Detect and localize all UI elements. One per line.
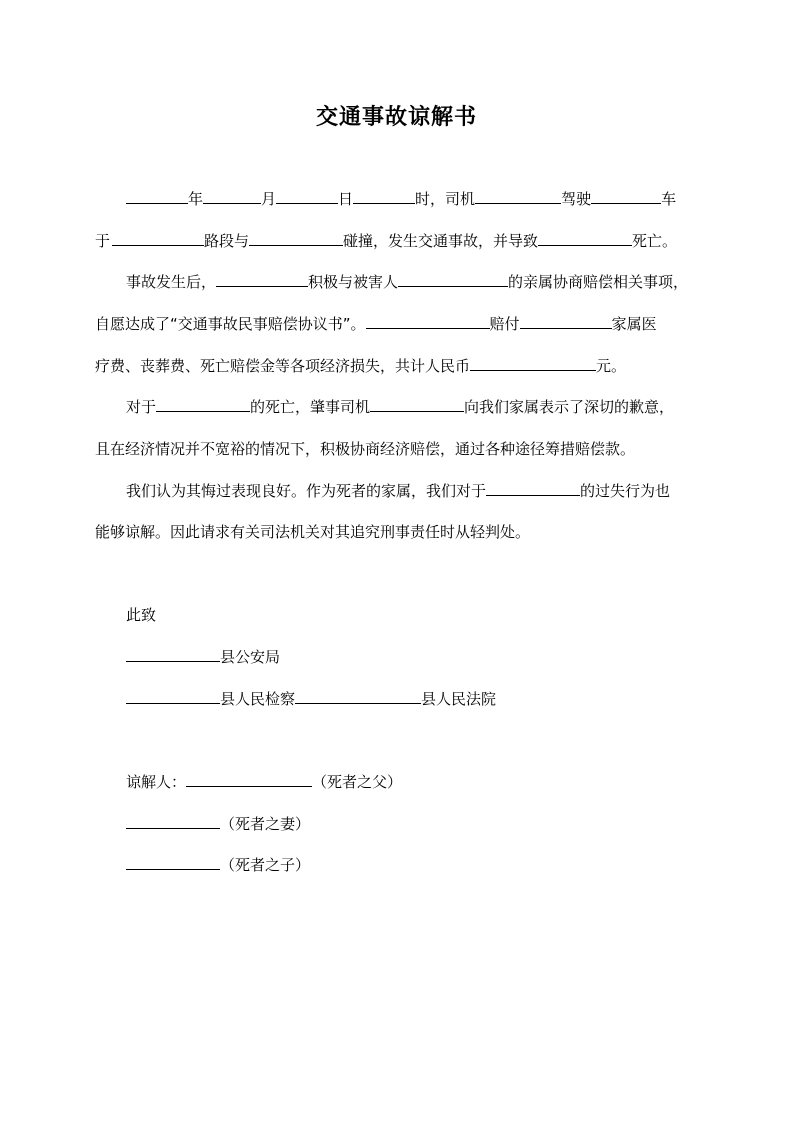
- label-death-of: 的死亡，肇事司机: [250, 398, 371, 416]
- label-fault: 的过失行为也: [580, 482, 671, 500]
- salutation-to: 此致: [126, 606, 157, 624]
- para4-line1: [126, 480, 670, 502]
- para2-line2: [95, 313, 657, 335]
- label-drive: 驾驶: [561, 190, 592, 208]
- label-wife: （死者之妻）: [220, 815, 311, 833]
- addressee-police: [126, 646, 280, 668]
- blank-year[interactable]: [126, 188, 188, 204]
- blank-deceased[interactable]: [538, 230, 632, 246]
- label-signer: 谅解人：: [126, 773, 187, 791]
- blank-amount[interactable]: [470, 355, 596, 371]
- para1-line1: [126, 188, 676, 210]
- label-day: 日: [338, 190, 354, 208]
- addressee-procuratorate-court: [126, 688, 496, 710]
- label-procuratorate: 县人民检察: [220, 690, 296, 708]
- blank-month[interactable]: [203, 188, 261, 204]
- para3-line1: [126, 396, 674, 418]
- para1-line2: [95, 230, 677, 252]
- blank-police-county[interactable]: [126, 646, 220, 662]
- para4-line2: [95, 521, 530, 543]
- signer-father: [126, 771, 402, 793]
- blank-victim[interactable]: [398, 271, 508, 287]
- label-for: 对于: [126, 398, 157, 416]
- signer-wife: [126, 813, 310, 835]
- label-hour-driver: 时，司机: [415, 190, 476, 208]
- label-son: （死者之子）: [220, 856, 311, 874]
- label-police: 县公安局: [220, 648, 281, 666]
- blank-driver-name[interactable]: [475, 188, 561, 204]
- label-yuan: 元。: [596, 357, 627, 375]
- label-effort: 且在经济情况并不宽裕的情况下，积极协商经济赔偿，通过各种途径筹措赔偿款。: [95, 440, 636, 458]
- label-court: 县人民法院: [421, 690, 497, 708]
- label-at: 于: [95, 232, 111, 250]
- blank-payee[interactable]: [520, 313, 612, 329]
- blank-other-party[interactable]: [249, 230, 343, 246]
- para2-line3: [95, 355, 626, 377]
- label-year: 年: [188, 190, 204, 208]
- blank-hour[interactable]: [353, 188, 415, 204]
- blank-offender[interactable]: [486, 480, 580, 496]
- blank-son-name[interactable]: [126, 854, 220, 870]
- label-apology: 向我们家属表示了深切的歉意，: [464, 398, 675, 416]
- label-family: 家属医: [611, 315, 657, 333]
- label-month: 月: [261, 190, 277, 208]
- blank-court-county[interactable]: [295, 688, 421, 704]
- para2-line1: [126, 271, 688, 293]
- blank-wife-name[interactable]: [126, 813, 220, 829]
- blank-procuratorate-county[interactable]: [126, 688, 220, 704]
- label-agreement: 自愿达成了“交通事故民事赔偿协议书”。: [95, 315, 366, 333]
- label-think: 我们认为其悔过表现良好。作为死者的家属，我们对于: [126, 482, 487, 500]
- document-title: 交通事故谅解书: [315, 104, 477, 130]
- para3-line2: [95, 438, 635, 460]
- label-car: 车: [661, 190, 677, 208]
- label-road: 路段与: [204, 232, 250, 250]
- blank-offending-driver[interactable]: [370, 396, 464, 412]
- blank-road[interactable]: [112, 230, 204, 246]
- label-collide: 碰撞，发生交通事故，并导致: [343, 232, 539, 250]
- blank-party[interactable]: [216, 271, 308, 287]
- blank-father-name[interactable]: [186, 771, 312, 787]
- label-forgive: 能够谅解。因此请求有关司法机关对其追究刑事责任时从轻判处。: [95, 523, 531, 541]
- label-father: （死者之父）: [312, 773, 403, 791]
- label-pay: 赔付: [489, 315, 520, 333]
- label-losses: 疗费、丧葬费、死亡赔偿金等各项经济损失，共计人民币: [95, 357, 471, 375]
- blank-deceased-name[interactable]: [156, 396, 250, 412]
- blank-day[interactable]: [276, 188, 338, 204]
- label-death: 死亡。: [632, 232, 678, 250]
- label-active: 积极与被害人: [308, 273, 399, 291]
- blank-vehicle[interactable]: [591, 188, 661, 204]
- label-after: 事故发生后，: [126, 273, 217, 291]
- signer-son: [126, 854, 310, 876]
- label-relatives: 的亲属协商赔偿相关事项，: [508, 273, 689, 291]
- blank-payer[interactable]: [366, 313, 490, 329]
